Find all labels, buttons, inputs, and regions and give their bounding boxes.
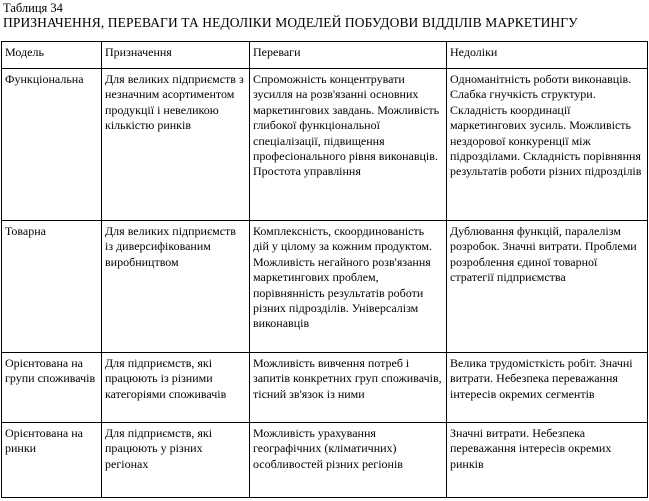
cell-model: Товарна (2, 221, 102, 353)
cell-purpose: Для великих підприємств з незначним асортиментом продукції і невеликою кількістю ринків (102, 69, 250, 221)
table-row (2, 423, 648, 498)
cell-advantages: Можливість урахування географічних (кліматичних) особливостей різних регіонів (250, 423, 447, 498)
header-advantages: Переваги (250, 42, 447, 69)
cell-disadvantages: Одноманітність роботи виконавців. Слабка гнучкість структури. Складність координації маркетингових зусиль. Можливість нездорової конкуренції між підрозділами. Складність порівняння результатів роботи різних підрозділів (447, 69, 648, 221)
cell-disadvantages: Велика трудомісткість робіт. Значні витрати. Небезпека переважання інтересів окремих сегментів (447, 353, 648, 423)
cell-disadvantages: Значні витрати. Небезпека переважання інтересів окремих ринків (447, 423, 648, 498)
cell-advantages: Можливість вивчення потреб і запитів конкретних груп споживачів, тісний зв'язок із ними (250, 353, 447, 423)
cell-model: Функціональна (2, 69, 102, 221)
header-purpose: Призначення (102, 42, 250, 69)
cell-model: Орієнтована на ринки (2, 423, 102, 498)
header-row (2, 42, 648, 69)
models-table (1, 41, 648, 498)
table-title: ПРИЗНАЧЕННЯ, ПЕРЕВАГИ ТА НЕДОЛІКИ МОДЕЛЕЙ ПОБУДОВИ ВІДДІЛІВ МАРКЕТИНГУ (3, 15, 578, 30)
cell-advantages: Комплексність, скоординованість дій у цілому за кожним продуктом. Можливість негайного розв'язання маркетингових проблем, порівнянність результатів роботи різних підрозділів. Універсалізм виконавців (250, 221, 447, 353)
header-model: Модель (2, 42, 102, 69)
cell-advantages: Спроможність концентрувати зусилля на розв'язанні основних маркетингових завдань. Можливість глибокої функціональної спеціалізації, підвищення професіонального рівня виконавців. Простота управління (250, 69, 447, 221)
header-disadvantages: Недоліки (447, 42, 648, 69)
cell-purpose: Для підприємств, які працюють із різними категоріями споживачів (102, 353, 250, 423)
table-row (2, 221, 648, 353)
cell-disadvantages: Дублювання функцій, паралелізм розробок. Значні витрати. Проблеми розроблення єдиної товарної стратегії підприємства (447, 221, 648, 353)
table-number: Таблиця 34 (3, 1, 63, 15)
cell-model: Орієнтована на групи споживачів (2, 353, 102, 423)
cell-purpose: Для підприємств, які працюють у різних регіонах (102, 423, 250, 498)
table-row (2, 69, 648, 221)
table-row (2, 353, 648, 423)
cell-purpose: Для великих підприємств із диверсифікованим виробництвом (102, 221, 250, 353)
